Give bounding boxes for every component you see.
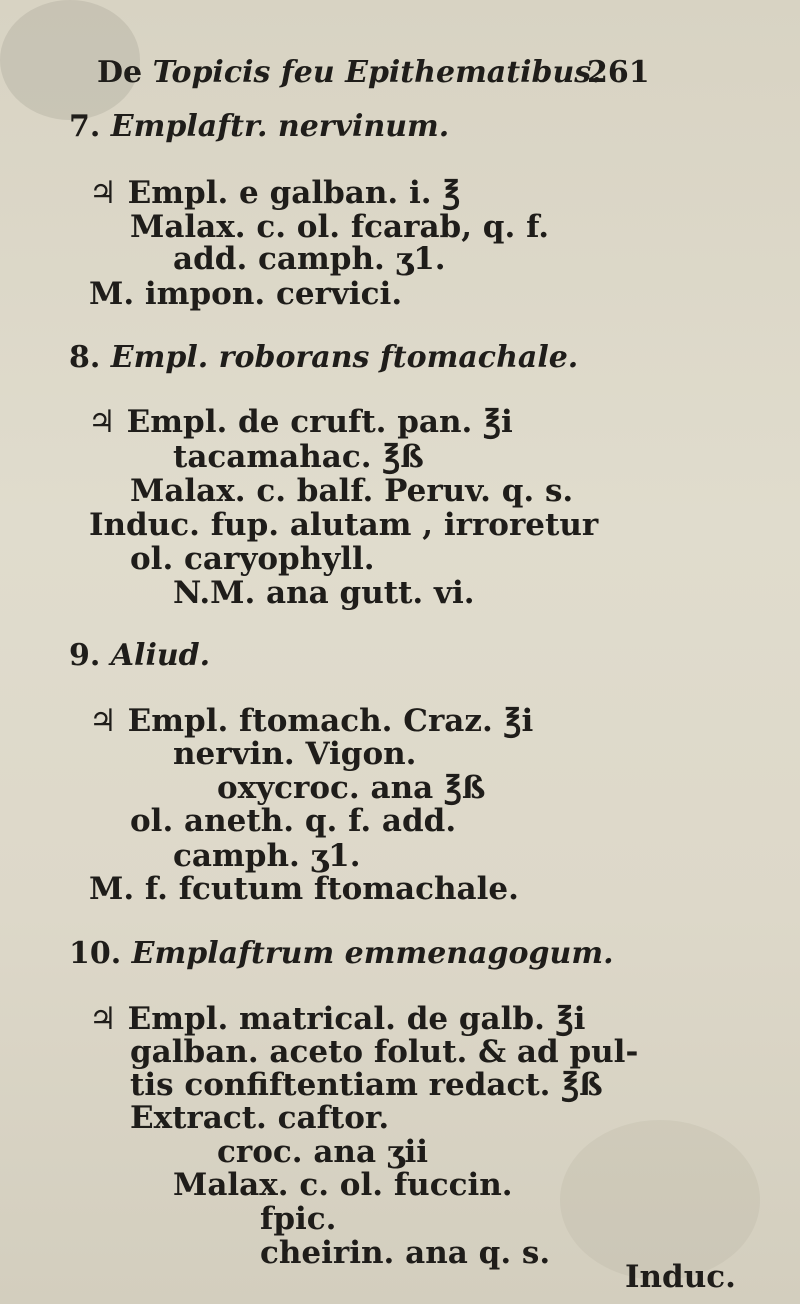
recipe-line: Extract. caftor. [130,1100,390,1136]
section-number: 9. [69,638,101,673]
running-head-prefix: De [97,55,143,90]
running-head-title: Topicis feu Epithematibus. [152,55,602,90]
section-title: Emplaftrum emmenagogum. [131,936,614,971]
recipe-line: Malax. c. ol. fuccin. [173,1167,513,1203]
recipe-line: ol. caryophyll. [130,541,375,577]
recipe-line: camph. ʒ1. [173,838,361,874]
section-number: 7. [69,109,101,144]
recipe-line: add. camph. ʒ1. [173,241,446,277]
recipe-line: croc. ana ʒii [217,1134,429,1170]
page-number: 261 [587,55,650,90]
section-heading-10 [69,936,614,971]
recipe-line: Induc. fup. alutam , irroretur [89,507,599,543]
section-heading-9 [69,638,211,673]
recipe-line: ♃ Empl. e galban. i. ℥ [89,175,461,211]
page-stain [560,1120,760,1280]
recipe-line: ♃ Empl. ftomach. Craz. ℥i [89,703,534,739]
catchword: Induc. [625,1259,736,1295]
recipe-line: tacamahac. ℥ß [173,439,424,475]
recipe-line: ol. aneth. q. f. add. [130,803,457,839]
recipe-line: N.M. ana gutt. vi. [173,575,475,611]
recipe-line: M. f. fcutum ftomachale. [89,871,519,907]
recipe-line: fpic. [260,1201,337,1237]
section-title: Emplaftr. nervinum. [110,109,450,144]
recipe-line: ♃ Empl. de cruft. pan. ℥i [88,404,513,440]
recipe-line: M. impon. cervici. [89,276,403,312]
section-number: 10. [69,936,122,971]
section-title: Empl. roborans ftomachale. [110,340,579,375]
recipe-line: Malax. c. balf. Peruv. q. s. [130,473,574,509]
recipe-line: oxycroc. ana ℥ß [217,770,486,806]
running-head [97,55,602,90]
recipe-line: nervin. Vigon. [173,736,417,772]
recipe-line: cheirin. ana q. s. [260,1235,551,1271]
section-heading-8 [69,340,579,375]
section-heading-7 [69,109,450,144]
recipe-line: tis confiftentiam redact. ℥ß [130,1067,603,1103]
section-number: 8. [69,340,101,375]
recipe-line: galban. aceto folut. & ad pul- [130,1034,639,1070]
recipe-line: Malax. c. ol. fcarab, q. f. [130,209,550,245]
section-title: Aliud. [110,638,211,673]
recipe-line: ♃ Empl. matrical. de galb. ℥i [89,1001,586,1037]
